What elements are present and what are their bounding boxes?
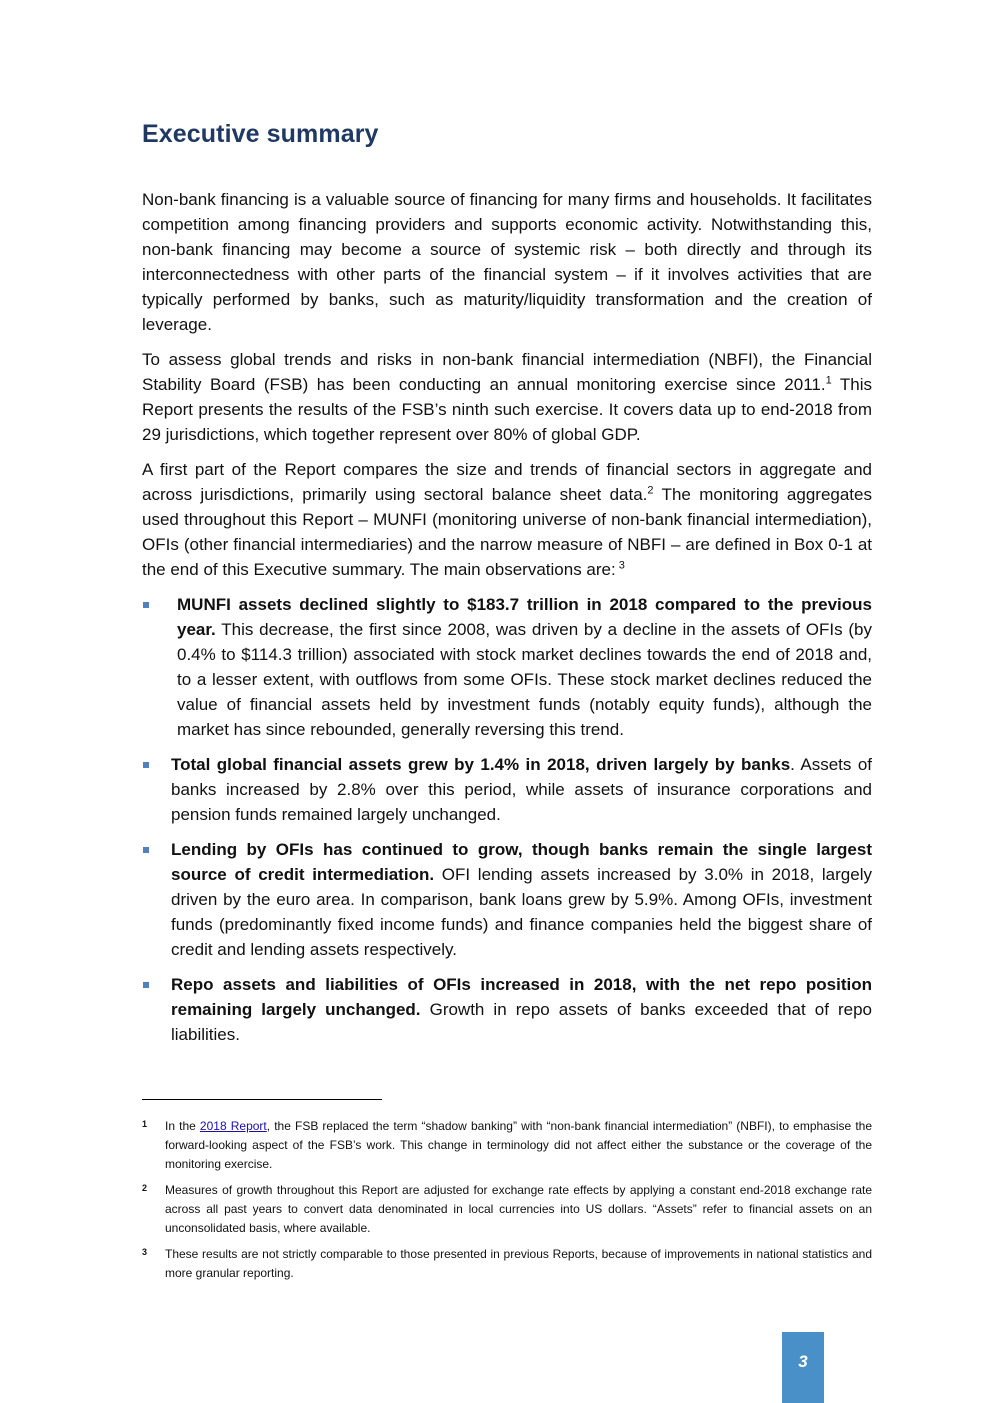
paragraph-intro: Non-bank financing is a valuable source of financing for many firms and households. It facilitates competition among financing providers and supports economic activity. Notwithstanding this, non-bank financing may become a source of systemic risk – both directly and through its interconnectedness with other parts of the financial system – if it involves activities that are typically performed by banks, such as maturity/liquidity transformation and the creation of leverage.	[142, 190, 872, 334]
footnote-ref-2[interactable]: 2	[647, 484, 654, 497]
list-item: Repo assets and liabilities of OFIs increased in 2018, with the net repo position remaining largely unchanged. Growth in repo assets of banks exceeded that of repo liabilities.	[142, 972, 872, 1047]
footnote-3: 3 These results are not strictly comparable to those presented in previous Reports, because of improvements in national statistics and more granular reporting.	[142, 1245, 872, 1283]
footnotes	[142, 1117, 872, 1290]
footnote-number: 1	[142, 1119, 148, 1129]
square-bullet-icon	[143, 762, 149, 768]
page-number: 3	[782, 1332, 824, 1403]
list-item: MUNFI assets declined slightly to $183.7 trillion in 2018 compared to the previous year. This decrease, the first since 2008, was driven by a decline in the assets of OFIs (by 0.4% to $114.3 trillion) associated with stock market declines towards the end of 2018 and, to a lesser extent, with outflows from some OFIs. These stock market declines reduced the value of financial assets held by investment funds (notably equity funds), although the market has since rebounded, generally reversing this trend.	[142, 592, 872, 742]
page-title: Executive summary	[142, 120, 379, 148]
square-bullet-icon	[143, 982, 149, 988]
list-item: Total global financial assets grew by 1.4% in 2018, driven largely by banks. Assets of banks increased by 2.8% over this period, while assets of insurance corporations and pension funds remained largely unchanged.	[142, 752, 872, 827]
square-bullet-icon	[143, 847, 149, 853]
paragraph-monitoring: To assess global trends and risks in non-bank financial intermediation (NBFI), the Financial Stability Board (FSB) has been conducting an annual monitoring exercise since 2011.$^1$ This Report presents the results of the FSB’s ninth such exercise. It covers data up to end-2018 from 29 jurisdictions, which together represent over 80% of global GDP.	[142, 350, 872, 444]
footnote-2: 2 Measures of growth throughout this Report are adjusted for exchange rate effects by applying a constant end-2018 exchange rate across all past years to convert data denominated in local currencies into US dollars. “Assets” refer to financial assets on an unconsolidated basis, where available.	[142, 1181, 872, 1238]
footnote-ref-1[interactable]: 1	[825, 374, 832, 387]
list-item: Lending by OFIs has continued to grow, though banks remain the single largest source of credit intermediation. OFI lending assets increased by 3.0% in 2018, largely driven by the euro area. In comparison, bank loans grew by 5.9%. Among OFIs, investment funds (predominantly fixed income funds) and finance companies held the biggest share of credit and lending assets respectively.	[142, 837, 872, 962]
footnote-number: 3	[142, 1247, 148, 1257]
footnote-number: 2	[142, 1183, 148, 1193]
paragraph-report-structure: A first part of the Report compares the size and trends of financial sectors in aggregate and across jurisdictions, primarily using sectoral balance sheet data.$^2$ The monitoring aggregates used throughout this Report – MUNFI (monitoring universe of non-bank financial intermediation), OFIs (other financial intermediaries) and the narrow measure of NBFI – are defined in Box 0-1 at the end of this Executive summary. The main observations are: $^3$	[142, 460, 872, 579]
footnote-1: 1 In the 2018 Report, the FSB replaced the term “shadow banking” with “non-bank financial intermediation” (NBFI), to emphasise the forward-looking aspect of the FSB’s work. This change in terminology did not affect either the substance or the coverage of the monitoring exercise.	[142, 1117, 872, 1174]
footnote-ref-3[interactable]: 3	[615, 559, 625, 572]
footnote-divider	[142, 1099, 382, 1100]
observations-list	[142, 592, 872, 1047]
report-2018-link[interactable]: 2018 Report	[199, 1119, 267, 1133]
body-text	[142, 187, 872, 1057]
square-bullet-icon	[143, 602, 149, 608]
